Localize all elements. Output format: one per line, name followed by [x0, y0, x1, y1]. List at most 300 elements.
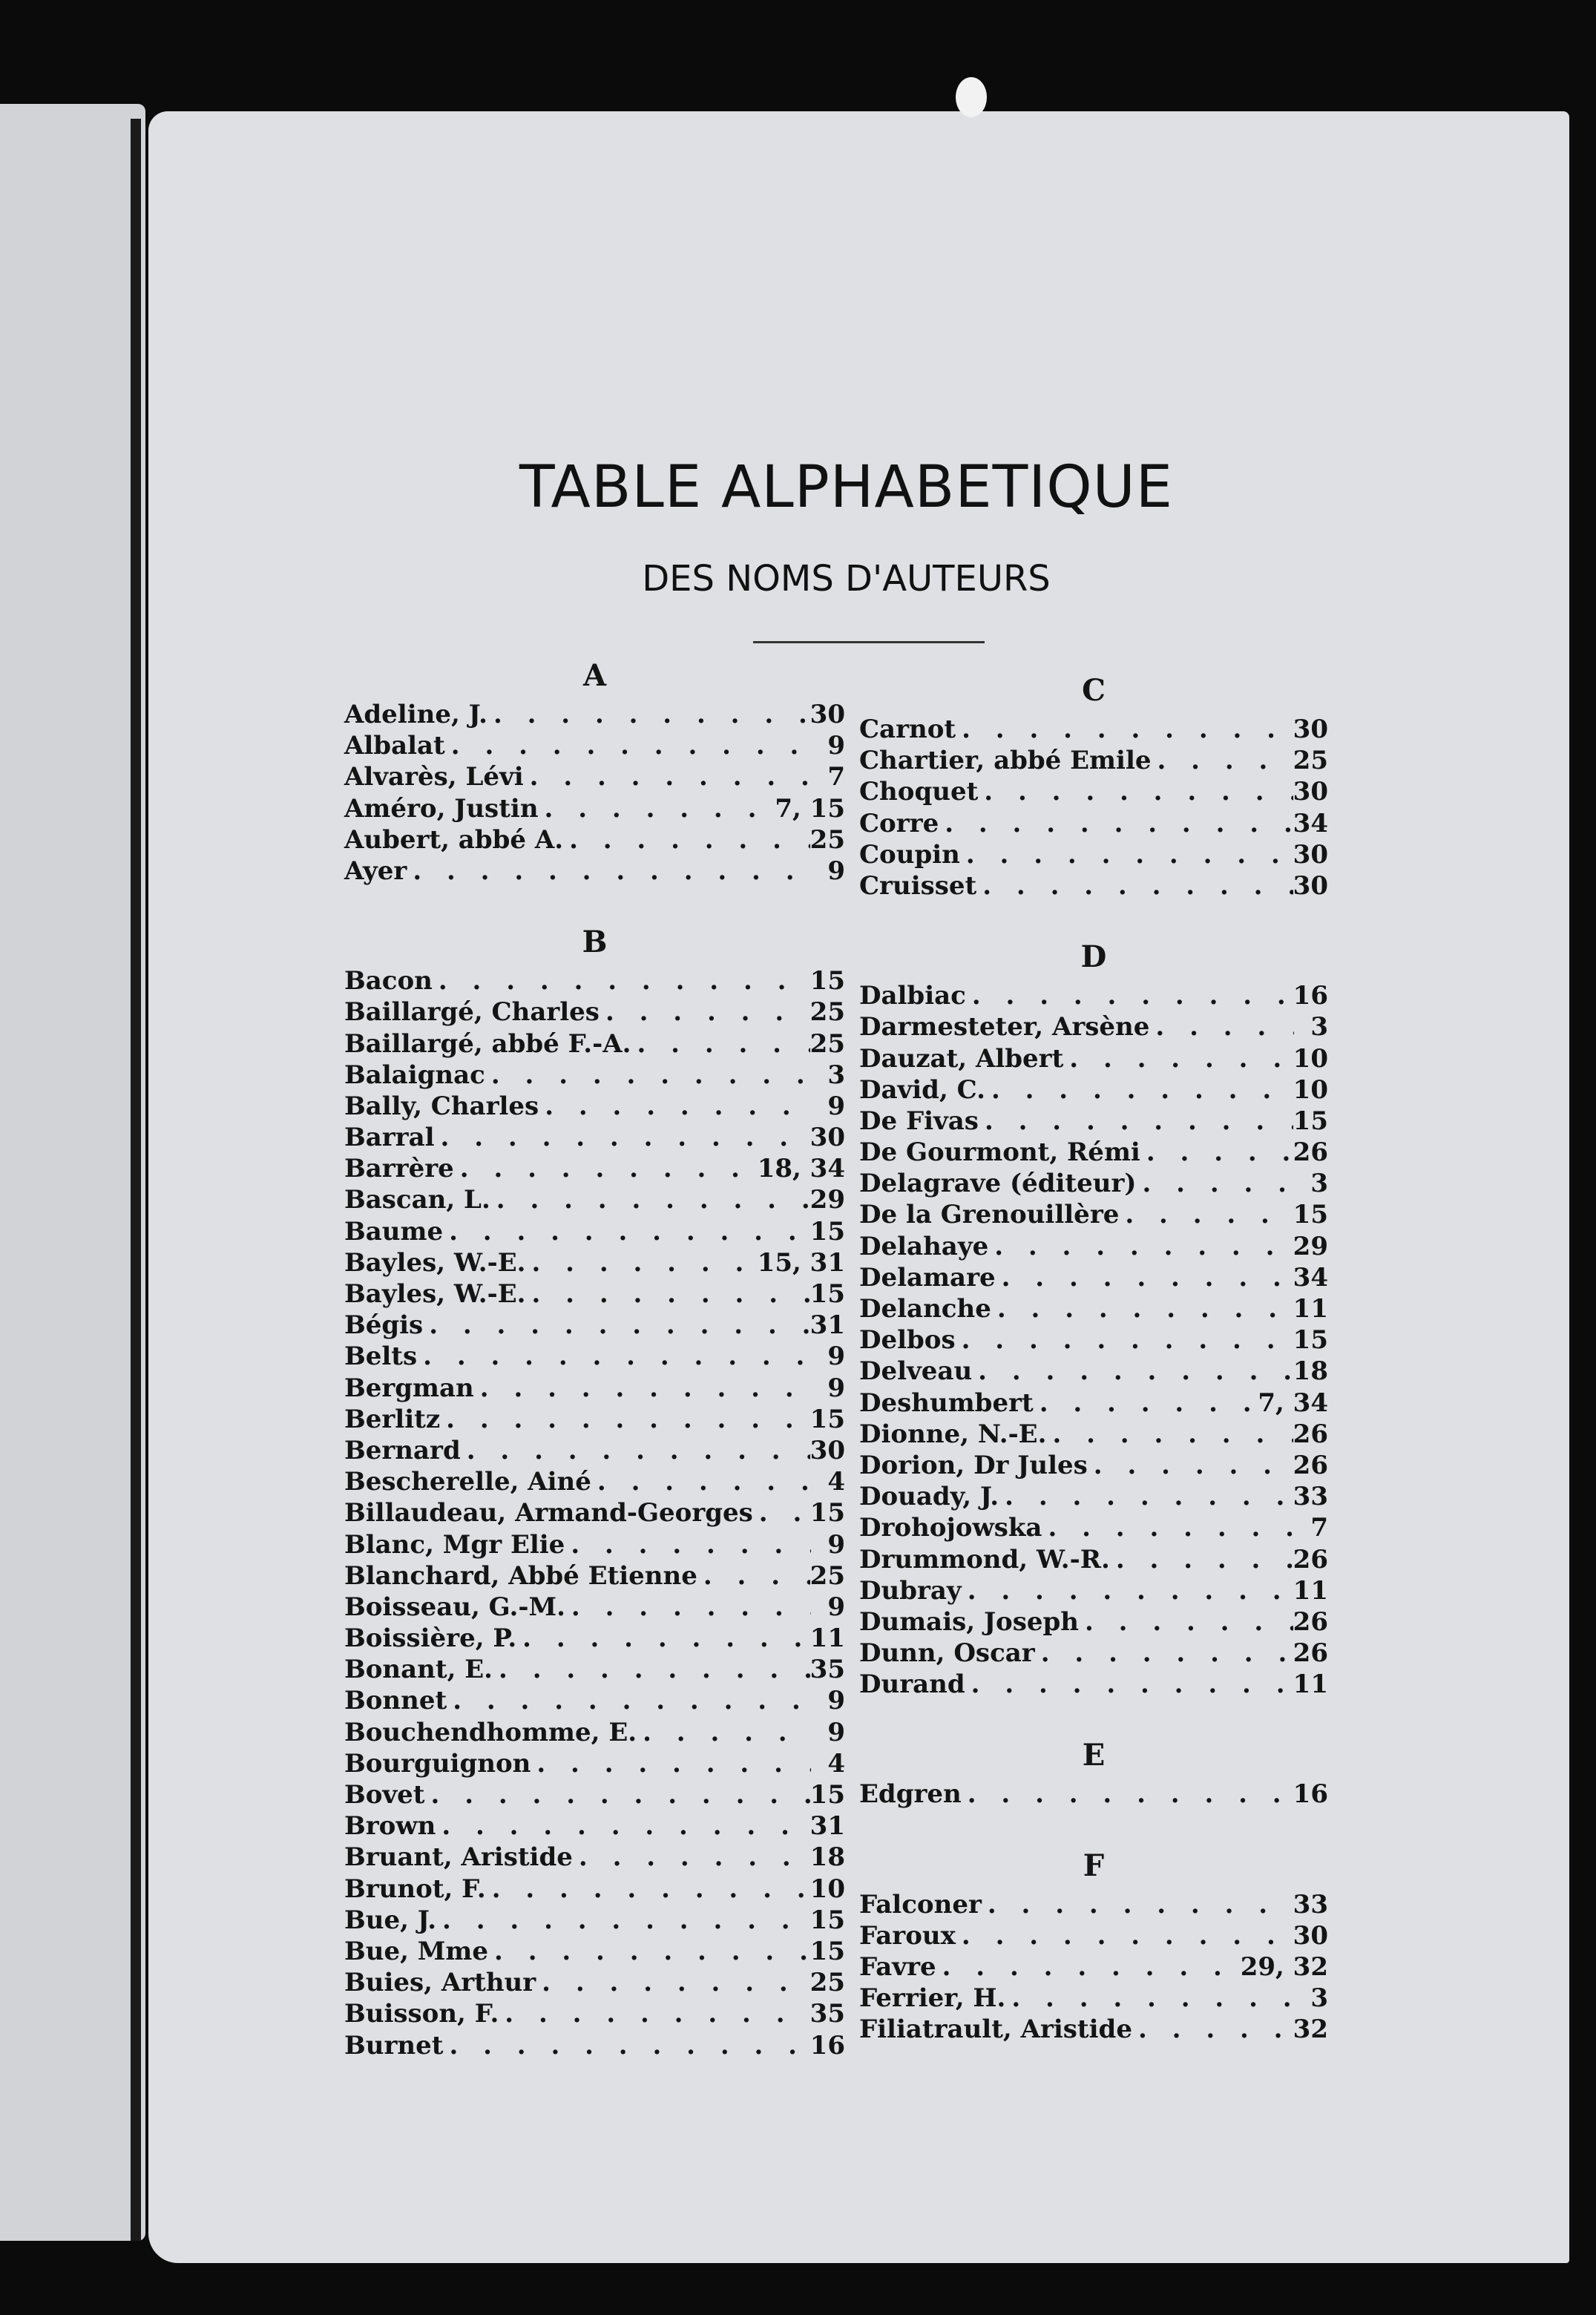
dot-leader: [982, 1889, 1293, 1920]
author-name: Corre: [859, 808, 939, 838]
page-numbers: 25: [810, 997, 845, 1028]
author-name: Bonant, E.: [344, 1655, 493, 1685]
page-numbers: 25: [810, 1968, 845, 1998]
dot-leader: [978, 776, 1293, 807]
author-name: Delahaye: [859, 1231, 989, 1261]
author-name: Bourguignon: [344, 1748, 531, 1779]
author-name: Buisson, F.: [344, 1999, 499, 2029]
dot-leader: [488, 1936, 810, 1967]
dot-leader: [1034, 1388, 1258, 1419]
dot-leader: [965, 1669, 1293, 1700]
page-numbers: 34: [1293, 1262, 1328, 1293]
dot-leader: [435, 1122, 810, 1153]
page-numbers: 10: [1293, 1043, 1328, 1074]
page-numbers: 34: [1293, 808, 1328, 838]
index-entry: [859, 1231, 1328, 1262]
dot-leader: [1046, 1419, 1293, 1450]
author-name: Bouchendhomme, E.: [344, 1717, 637, 1747]
author-name: Brunot, F.: [344, 1874, 486, 1904]
dot-leader: [525, 1247, 757, 1278]
author-name: Albalat: [344, 731, 445, 761]
page-numbers: 16: [1293, 981, 1328, 1011]
author-name: Baillargé, Charles: [344, 997, 600, 1028]
page-numbers: 18: [1293, 1356, 1328, 1387]
index-entry: [859, 870, 1328, 902]
author-name: Boissière, P.: [344, 1623, 517, 1654]
dot-leader: [1063, 1043, 1293, 1074]
page-numbers: 9: [827, 1529, 845, 1560]
index-entry: [344, 996, 845, 1028]
index-entry: [344, 1091, 845, 1122]
author-name: Drohojowska: [859, 1513, 1042, 1543]
dot-leader: [525, 1278, 810, 1310]
page-numbers: 25: [810, 1028, 845, 1059]
index-entry: [859, 1669, 1328, 1700]
dot-leader: [962, 1575, 1293, 1606]
dot-leader: [985, 1074, 1293, 1106]
author-name: Coupin: [859, 839, 960, 870]
index-entry: [859, 1889, 1328, 1920]
page-numbers: 11: [1293, 1575, 1328, 1606]
index-entry: [859, 1450, 1328, 1481]
index-column-left: [344, 653, 845, 2061]
author-name: Bovet: [344, 1780, 425, 1810]
section-gap: [859, 902, 1328, 934]
page-numbers: 29, 32: [1240, 1952, 1328, 1982]
dot-leader: [976, 870, 1293, 902]
page-numbers: 30: [1293, 839, 1328, 870]
index-entry: [344, 856, 845, 887]
author-name: Buies, Arthur: [344, 1968, 536, 1998]
dot-leader: [1035, 1638, 1293, 1669]
author-name: Boisseau, G.-M.: [344, 1592, 565, 1622]
dot-leader: [972, 1356, 1293, 1387]
index-entry: [344, 1810, 845, 1842]
page-numbers: 31: [810, 1310, 845, 1341]
page-numbers: 11: [810, 1623, 845, 1654]
author-name: Bonnet: [344, 1686, 447, 1716]
dot-leader: [591, 1466, 811, 1497]
dot-leader: [531, 1748, 811, 1779]
page-numbers: 3: [1310, 1169, 1328, 1199]
author-name: De Fivas: [859, 1106, 979, 1136]
page-numbers: 15: [810, 1498, 845, 1528]
dot-leader: [425, 1779, 810, 1810]
section-letter: A: [582, 658, 607, 693]
author-name: Dunn, Oscar: [859, 1638, 1035, 1669]
index-entry: [344, 1341, 845, 1372]
index-entry: [859, 1137, 1328, 1168]
dot-leader: [454, 1153, 758, 1184]
index-entry: [344, 1028, 845, 1060]
index-entry: [344, 1278, 845, 1310]
page-numbers: 30: [810, 1435, 845, 1465]
page-numbers: 15: [810, 1404, 845, 1434]
index-entry: [344, 1497, 845, 1528]
author-name: Barral: [344, 1123, 435, 1153]
author-name: Bégis: [344, 1310, 424, 1341]
page-numbers: 15: [810, 1279, 845, 1309]
title-divider: [753, 641, 985, 643]
dot-leader: [753, 1497, 810, 1528]
dot-leader: [436, 1810, 810, 1842]
index-entry: [859, 1419, 1328, 1450]
index-entry: [344, 699, 845, 730]
author-name: Adeline, J.: [344, 700, 487, 729]
author-name: Bacon: [344, 966, 433, 996]
index-entry: [859, 714, 1328, 745]
dot-leader: [996, 1262, 1293, 1293]
page-numbers: 10: [1293, 1074, 1328, 1105]
section-gap: [859, 1810, 1328, 1843]
facing-page-edge: [0, 104, 145, 2241]
dot-leader: [565, 1592, 811, 1623]
index-entry: [344, 1122, 845, 1153]
dot-leader: [936, 1951, 1241, 1983]
dot-leader: [490, 1184, 810, 1215]
page-numbers: 15, 31: [757, 1247, 845, 1278]
index-entry: [344, 1592, 845, 1623]
index-entry: [344, 1623, 845, 1654]
index-entry: [859, 839, 1328, 870]
author-name: Deshumbert: [859, 1388, 1034, 1418]
index-entry: [859, 1356, 1328, 1387]
page-numbers: 31: [810, 1811, 845, 1842]
index-entry: [344, 793, 845, 824]
author-name: Choquet: [859, 777, 979, 807]
author-name: Dalbiac: [859, 981, 966, 1011]
author-name: Billaudeau, Armand-Georges: [344, 1498, 753, 1528]
page-numbers: 11: [1293, 1294, 1328, 1324]
dot-leader: [697, 1560, 810, 1592]
index-entry: [859, 1043, 1328, 1074]
author-name: Baume: [344, 1216, 444, 1247]
page-numbers: 35: [810, 1655, 845, 1685]
author-name: Améro, Justin: [344, 793, 539, 824]
index-entry: [344, 1216, 845, 1247]
author-name: Blanc, Mgr Elie: [344, 1529, 565, 1560]
dot-leader: [536, 1967, 810, 1998]
section-letter: F: [1083, 1848, 1105, 1883]
page-subtitle: DES NOMS D'AUTEURS: [642, 558, 1051, 600]
page-numbers: 30: [1293, 870, 1328, 901]
page-numbers: 15: [1293, 1200, 1328, 1230]
dot-leader: [988, 1231, 1293, 1262]
page-numbers: 25: [1293, 746, 1328, 776]
index-entry: [859, 745, 1328, 776]
dot-leader: [417, 1341, 811, 1372]
page-numbers: 15: [810, 1216, 845, 1247]
page-numbers: 16: [810, 2030, 845, 2060]
author-name: Filiatrault, Aristide: [859, 2014, 1132, 2045]
author-name: Blanchard, Abbé Etienne: [344, 1560, 697, 1591]
page-numbers: 9: [827, 1592, 845, 1622]
dot-leader: [443, 1216, 810, 1247]
page-title: TABLE ALPHABETIQUE: [519, 454, 1174, 521]
author-name: Bayles, W.-E.: [344, 1279, 526, 1309]
page-numbers: 26: [1293, 1638, 1328, 1669]
dot-leader: [1088, 1450, 1293, 1481]
author-name: Bernard: [344, 1435, 461, 1465]
page-numbers: 30: [1293, 1920, 1328, 1951]
dot-leader: [1110, 1544, 1293, 1575]
author-name: Dauzat, Albert: [859, 1043, 1064, 1074]
index-entry: [859, 1262, 1328, 1293]
page-numbers: 7, 34: [1258, 1388, 1328, 1418]
dot-leader: [407, 856, 811, 887]
index-entry: [859, 1638, 1328, 1669]
dot-leader: [433, 965, 810, 996]
author-name: David, C.: [859, 1074, 985, 1105]
dot-leader: [956, 714, 1293, 745]
page-numbers: 9: [827, 1686, 845, 1716]
author-name: Barrère: [344, 1154, 454, 1184]
author-name: Belts: [344, 1342, 418, 1372]
dot-leader: [1079, 1606, 1293, 1638]
page-numbers: 16: [1293, 1779, 1328, 1810]
index-entry: [859, 2014, 1328, 2045]
index-entry: [344, 761, 845, 792]
author-name: Bayles, W.-E.: [344, 1247, 526, 1278]
dot-leader: [563, 824, 810, 856]
author-name: Delbos: [859, 1325, 956, 1356]
index-entry: [344, 1654, 845, 1685]
author-name: Delanche: [859, 1294, 991, 1324]
index-entry: [859, 776, 1328, 807]
index-entry: [344, 1874, 845, 1905]
dot-leader: [600, 996, 810, 1028]
index-entry: [344, 1466, 845, 1497]
page-numbers: 7, 15: [775, 793, 845, 824]
author-name: Brown: [344, 1811, 436, 1842]
index-entry: [344, 1529, 845, 1560]
page-numbers: 26: [1293, 1450, 1328, 1480]
page-numbers: 15: [810, 1780, 845, 1810]
dot-leader: [1136, 1168, 1294, 1199]
author-name: Chartier, abbé Emile: [859, 746, 1152, 776]
page-numbers: 15: [1293, 1325, 1328, 1356]
author-name: Alvarès, Lévi: [344, 762, 524, 792]
dot-leader: [443, 2030, 810, 2061]
author-name: Edgren: [859, 1779, 962, 1810]
index-entry: [344, 1404, 845, 1435]
index-entry: [859, 1983, 1328, 2014]
author-name: Dionne, N.-E.: [859, 1419, 1047, 1449]
author-name: Drummond, W.-R.: [859, 1544, 1110, 1574]
index-entry: [859, 1779, 1328, 1810]
section-letter: D: [1080, 939, 1107, 975]
index-entry: [344, 1717, 845, 1748]
author-name: Burnet: [344, 2030, 444, 2060]
dot-leader: [573, 1842, 810, 1873]
author-name: De la Grenouillère: [859, 1200, 1120, 1230]
index-entry: [344, 2030, 845, 2061]
page-numbers: 15: [1293, 1106, 1328, 1136]
dot-leader: [436, 1905, 810, 1936]
index-entry: [859, 1606, 1328, 1638]
dot-leader: [565, 1529, 811, 1560]
index-entry: [859, 1199, 1328, 1230]
page-numbers: 30: [810, 1123, 845, 1153]
section-gap: [344, 887, 845, 919]
page-numbers: 3: [1310, 1012, 1328, 1042]
index-entry: [344, 965, 845, 996]
page-numbers: 30: [810, 700, 845, 729]
page-numbers: 9: [827, 1342, 845, 1372]
index-entry: [859, 1293, 1328, 1324]
index-entry: [344, 1905, 845, 1936]
index-entry: [344, 1435, 845, 1466]
index-entry: [344, 1310, 845, 1341]
author-name: Dumais, Joseph: [859, 1606, 1079, 1637]
page-numbers: 18, 34: [757, 1154, 845, 1184]
index-entry: [859, 1544, 1328, 1575]
index-entry: [344, 1685, 845, 1716]
author-name: Bue, Mme: [344, 1936, 489, 1966]
page-numbers: 3: [1310, 1983, 1328, 2014]
page-numbers: 4: [827, 1467, 845, 1497]
index-entry: [859, 1074, 1328, 1106]
dot-leader: [516, 1623, 810, 1654]
dot-leader: [1132, 2014, 1293, 2045]
punch-hole: [956, 77, 987, 117]
index-entry: [344, 824, 845, 856]
dot-leader: [1042, 1512, 1294, 1543]
page-numbers: 4: [827, 1748, 845, 1779]
section-letter: B: [582, 925, 608, 960]
page-numbers: 29: [810, 1185, 845, 1215]
dot-leader: [447, 1685, 811, 1716]
author-name: Dubray: [859, 1575, 962, 1606]
author-name: Darmesteter, Arsène: [859, 1012, 1150, 1042]
page-numbers: 10: [810, 1874, 845, 1904]
page-numbers: 9: [827, 1373, 845, 1403]
author-name: Dorion, Dr Jules: [859, 1450, 1088, 1480]
page-numbers: 30: [1293, 715, 1328, 744]
index-entry: [859, 1106, 1328, 1137]
page-numbers: 26: [1293, 1137, 1328, 1168]
page-numbers: 18: [810, 1842, 845, 1873]
author-name: Delveau: [859, 1356, 973, 1387]
index-entry: [344, 1748, 845, 1779]
page-numbers: 9: [827, 731, 845, 761]
page-numbers: 7: [1310, 1513, 1328, 1543]
dot-leader: [524, 761, 811, 792]
index-entry: [344, 1184, 845, 1215]
author-name: Ferrier, H.: [859, 1983, 1006, 2014]
dot-leader: [499, 1998, 810, 2029]
index-entry: [859, 1011, 1328, 1042]
book-spine-shadow: [131, 119, 141, 2241]
index-entry: [344, 1967, 845, 1998]
page-numbers: 9: [827, 856, 845, 886]
index-entry: [859, 1512, 1328, 1543]
dot-leader: [637, 1717, 811, 1748]
author-name: Douady, J.: [859, 1482, 999, 1512]
author-name: Durand: [859, 1669, 965, 1700]
page-numbers: 33: [1293, 1482, 1328, 1512]
page-numbers: 32: [1293, 2014, 1328, 2045]
dot-leader: [440, 1404, 810, 1435]
index-entry: [344, 1842, 845, 1873]
dot-leader: [1119, 1199, 1293, 1230]
dot-leader: [539, 1091, 811, 1122]
index-entry: [859, 1324, 1328, 1356]
index-column-right: [859, 668, 1328, 2046]
page-numbers: 15: [810, 1936, 845, 1966]
index-entry: [344, 1247, 845, 1278]
dot-leader: [956, 1920, 1293, 1951]
dot-leader: [487, 699, 810, 730]
dot-leader: [1140, 1137, 1293, 1168]
author-name: Baillargé, abbé F.-A.: [344, 1028, 631, 1059]
page-numbers: 29: [1293, 1231, 1328, 1261]
author-name: Bescherelle, Ainé: [344, 1467, 591, 1497]
dot-leader: [474, 1373, 811, 1404]
dot-leader: [956, 1324, 1293, 1356]
author-name: Falconer: [859, 1889, 982, 1920]
dot-leader: [991, 1293, 1293, 1324]
dot-leader: [539, 793, 775, 824]
dot-leader: [960, 839, 1293, 870]
section-letter: C: [1082, 673, 1106, 708]
page-numbers: 33: [1293, 1889, 1328, 1920]
author-name: Faroux: [859, 1920, 956, 1951]
author-name: Balaignac: [344, 1060, 485, 1090]
page-numbers: 9: [827, 1091, 845, 1121]
index-entry: [344, 730, 845, 761]
index-entry: [344, 1779, 845, 1810]
dot-leader: [966, 980, 1293, 1011]
page-numbers: 26: [1293, 1419, 1328, 1449]
dot-leader: [939, 808, 1293, 839]
dot-leader: [1152, 745, 1293, 776]
index-entry: [344, 1560, 845, 1592]
page-numbers: 11: [1293, 1669, 1328, 1700]
index-entry: [344, 1060, 845, 1091]
index-entry: [859, 1920, 1328, 1951]
index-entry: [859, 1168, 1328, 1199]
dot-leader: [1005, 1983, 1294, 2014]
dot-leader: [1149, 1011, 1294, 1042]
dot-leader: [631, 1028, 810, 1060]
dot-leader: [979, 1106, 1293, 1137]
author-name: Bascan, L.: [344, 1185, 490, 1215]
author-name: Cruisset: [859, 870, 977, 901]
page-numbers: 25: [810, 1560, 845, 1591]
index-entry: [344, 1936, 845, 1967]
index-entry: [859, 1951, 1328, 1983]
author-name: Bue, J.: [344, 1905, 437, 1935]
dot-leader: [962, 1779, 1293, 1810]
author-name: Bally, Charles: [344, 1091, 539, 1121]
author-name: Bruant, Aristide: [344, 1842, 573, 1873]
author-name: Favre: [859, 1952, 936, 1982]
page-numbers: 9: [827, 1717, 845, 1747]
index-entry: [859, 1388, 1328, 1419]
index-entry: [859, 1481, 1328, 1512]
author-name: Bergman: [344, 1373, 474, 1403]
page-numbers: 15: [810, 966, 845, 996]
author-name: Aubert, abbé A.: [344, 824, 564, 855]
page-numbers: 30: [1293, 777, 1328, 807]
index-entry: [344, 1153, 845, 1184]
author-name: Ayer: [344, 856, 407, 886]
dot-leader: [999, 1481, 1293, 1512]
page-numbers: 25: [810, 824, 845, 855]
dot-leader: [423, 1310, 810, 1341]
author-name: Berlitz: [344, 1404, 441, 1434]
